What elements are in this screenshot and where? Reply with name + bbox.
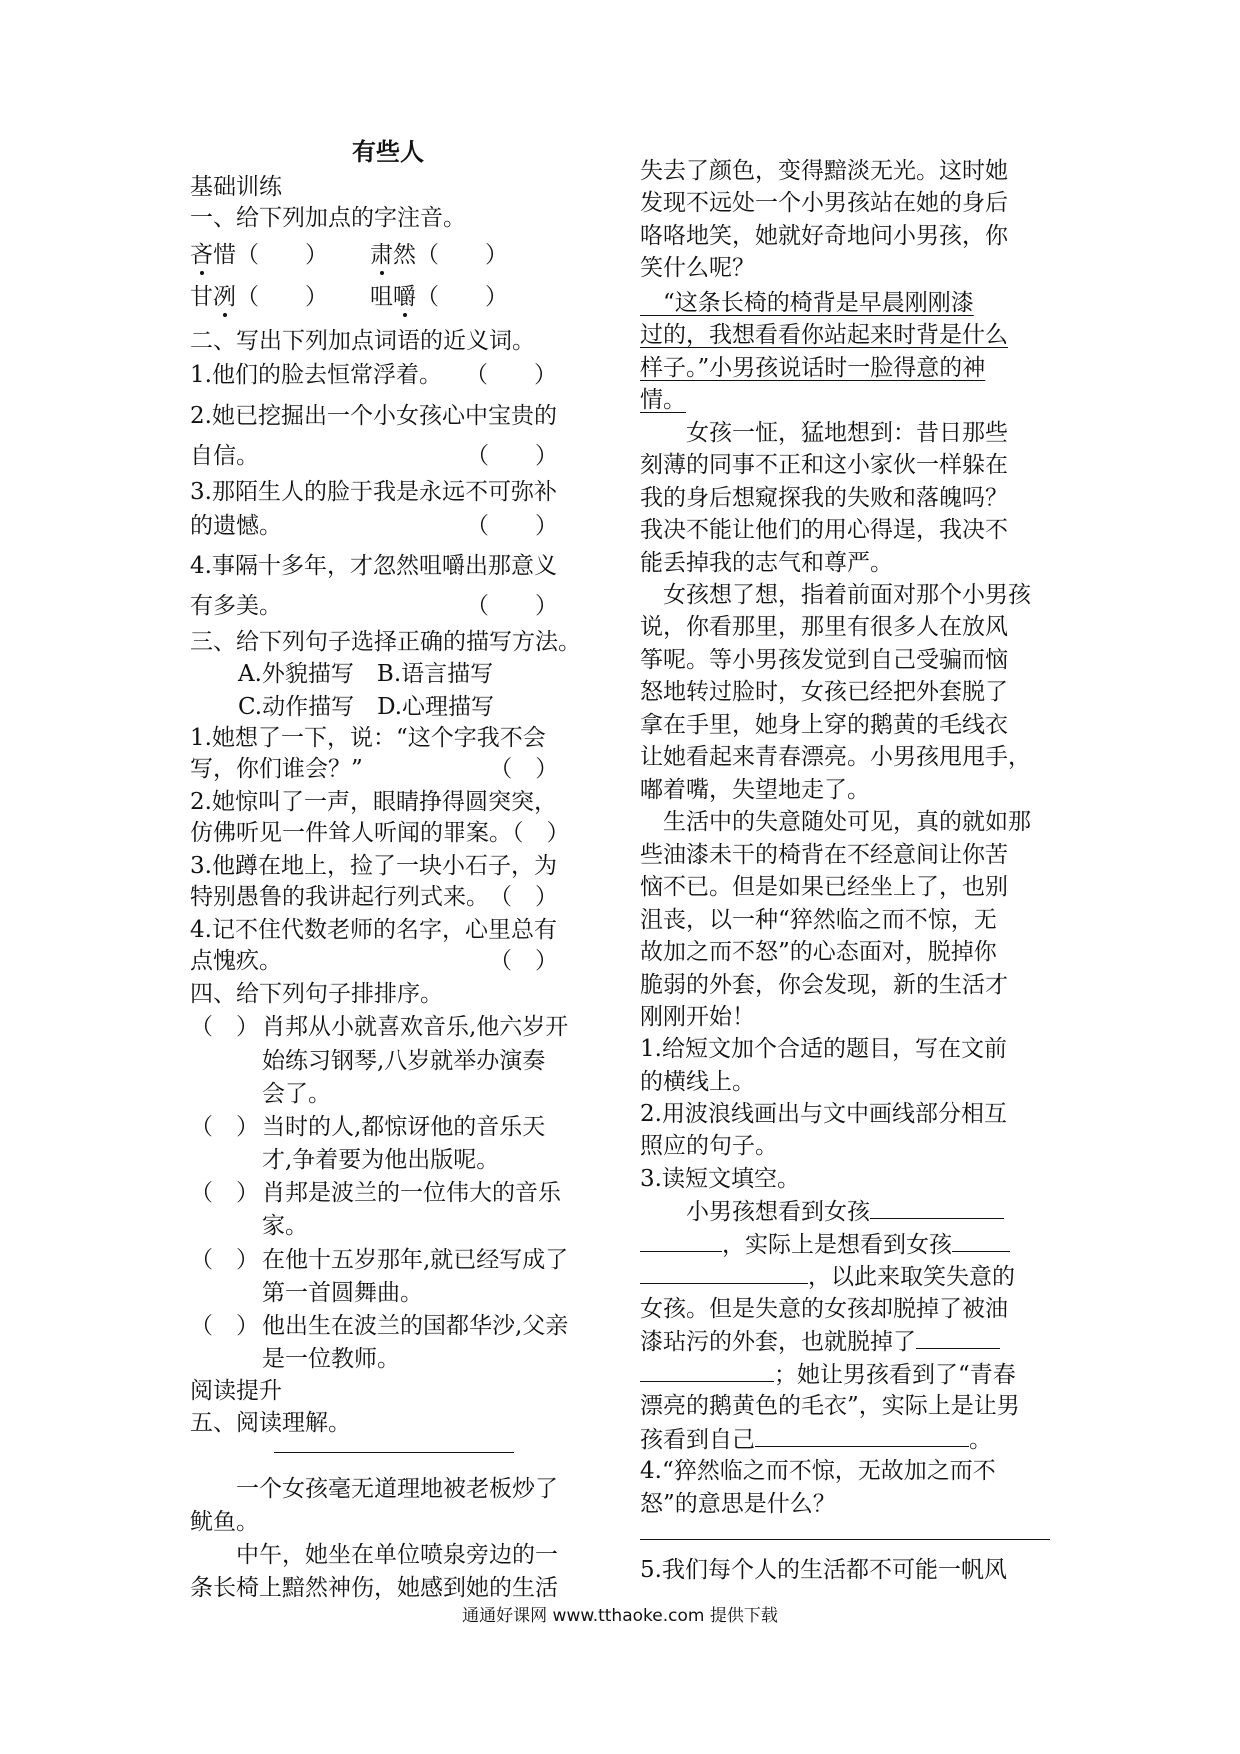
q1-item-2: [370, 240, 508, 270]
passage-line: 我的身后想窥探我的失败和落魄吗？: [640, 485, 1008, 511]
passage-line: 筝呢。等小男孩发觉到自己受骗而恼: [640, 647, 1008, 673]
q2-line: 4.事隔十多年，才忽然咀嚼出那意义: [190, 553, 557, 579]
q2-heading: 二、写出下列加点词语的近义词。: [190, 328, 535, 354]
q4-bracket: （ ）: [190, 1180, 259, 1206]
rq1-line: 1.给短文加个合适的题目，写在文前: [640, 1036, 1007, 1062]
q1-word-2: 肃然: [370, 242, 416, 268]
rq4-line: 怒”的意思是什么？: [640, 1491, 836, 1517]
q3-options: C.动作描写 D.心理描写: [238, 694, 495, 720]
underlined-sentence: 情。: [640, 387, 686, 413]
rq3-text: 。: [969, 1427, 992, 1453]
q1-word-4: 咀嚼: [370, 284, 416, 310]
fill-blank[interactable]: [870, 1196, 1004, 1219]
rq3-fill-line: [640, 1196, 1004, 1227]
rq3-text: ，实际上是想看到女孩: [722, 1232, 952, 1258]
fill-blank[interactable]: [640, 1229, 722, 1252]
q2-line: 的遗憾。 （ ）: [190, 513, 558, 539]
passage-line: 故加之而不怒”的心态面对，脱掉你: [640, 939, 997, 965]
passage-line: 让她看起来青春漂亮。小男孩甩甩手，: [640, 744, 1031, 770]
q4-item-line: 会了。: [262, 1081, 331, 1107]
q4-item-line: 第一首圆舞曲。: [262, 1280, 423, 1306]
q1-item-3: [190, 282, 328, 312]
q2-line: 3.那陌生人的脸于我是永远不可弥补: [190, 479, 557, 505]
page-title: 有些人: [352, 137, 424, 166]
rq5-line: 5.我们每个人的生活都不可能一帆风: [640, 1557, 1007, 1583]
rq2-line: 照应的句子。: [640, 1133, 778, 1159]
q4-item-line: 家。: [262, 1213, 308, 1239]
rq3-heading: 3.读短文填空。: [640, 1166, 800, 1192]
q1-blank-3: （ ）: [236, 284, 328, 310]
passage-line: 刻薄的同事不正和这小家伙一样躲在: [640, 452, 1008, 478]
q3-line: 3.他蹲在地上，捡了一块小石子，为: [190, 853, 557, 879]
fill-blank[interactable]: [640, 1359, 774, 1382]
rq3-fill-line: 女孩。但是失意的女孩却脱掉了被油: [640, 1296, 1008, 1322]
passage-line: 说，你看那里，那里有很多人在放风: [640, 614, 1008, 640]
q4-item-line: 始练习钢琴,八岁就举办演奏: [262, 1048, 546, 1074]
q3-line: 2.她惊叫了一声，眼睛挣得圆突突，: [190, 789, 557, 815]
rq3-text: 漆玷污的外套，也就脱掉了: [640, 1329, 916, 1355]
q1-item-4: [370, 282, 508, 312]
q1-heading: 一、给下列加点的字注音。: [190, 205, 466, 231]
q4-item-line: 肖邦从小就喜欢音乐,他六岁开: [262, 1014, 569, 1040]
underlined-sentence: 样子。”小男孩说话时一脸得意的神: [640, 355, 986, 381]
passage-line: 我决不能让他们的用心得逞，我决不: [640, 517, 1008, 543]
rq3-fill-line: [640, 1424, 992, 1455]
q4-item-line: 肖邦是波兰的一位伟大的音乐: [262, 1180, 561, 1206]
q4-item-line: 是一位教师。: [262, 1346, 400, 1372]
q4-item-line: 在他十五岁那年,就已经写成了: [262, 1247, 569, 1273]
passage-line: 些油漆未干的椅背在不经意间让你苦: [640, 842, 1008, 868]
passage-line: 脆弱的外套，你会发现，新的生活才: [640, 972, 1008, 998]
passage-line: 咯咯地笑，她就好奇地问小男孩，你: [640, 223, 1008, 249]
passage-line: 条长椅上黯然神伤，她感到她的生活: [190, 1575, 558, 1601]
q1-blank-2: （ ）: [416, 242, 508, 268]
q4-item-line: 他出生在波兰的国都华沙,父亲: [262, 1313, 569, 1339]
q2-line: 2.她已挖掘出一个小女孩心中宝贵的: [190, 403, 557, 429]
section-reading: 阅读提升: [190, 1378, 282, 1404]
footer-credit: 通通好课网 www.tthaoke.com 提供下载: [462, 1606, 778, 1626]
passage-line: 笑什么呢？: [640, 255, 755, 281]
fill-blank[interactable]: [755, 1424, 969, 1447]
q3-line: 4.记不住代数老师的名字，心里总有: [190, 917, 557, 943]
q1-blank-4: （ ）: [416, 284, 508, 310]
q4-bracket: （ ）: [190, 1247, 259, 1273]
passage-line: 发现不远处一个小男孩站在她的身后: [640, 190, 1008, 216]
rq3-fill-line: 漂亮的鹅黄色的毛衣”，实际上是让男: [640, 1393, 1020, 1419]
passage-line: 刚刚开始！: [640, 1004, 755, 1030]
passage-line: 沮丧，以一种“猝然临之而不惊，无: [640, 907, 997, 933]
q4-item-line: 当时的人,都惊讶他的音乐天: [262, 1114, 546, 1140]
rq1-line: 的横线上。: [640, 1069, 755, 1095]
passage-line: 女孩一怔，猛地想到：昔日那些: [640, 420, 1008, 446]
passage-line: 能丢掉我的志气和尊严。: [640, 550, 893, 576]
rq4-line: 4.“猝然临之而不惊，无故加之而不: [640, 1458, 996, 1484]
passage-line: 生活中的失意随处可见，真的就如那: [640, 809, 1031, 835]
passage-line: 拿在手里，她身上穿的鹅黄的毛线衣: [640, 712, 1008, 738]
q4-bracket: （ ）: [190, 1114, 259, 1140]
q5-heading: 五、阅读理解。: [190, 1410, 351, 1436]
rq3-text: ；她让男孩看到了“青春: [774, 1362, 1016, 1388]
q3-line: 写，你们谁会？” （ ）: [190, 756, 559, 782]
title-blank-line: [274, 1452, 514, 1453]
q3-line: 特别愚鲁的我讲起行列式来。 （ ）: [190, 884, 558, 910]
rq3-text: 小男孩想看到女孩: [640, 1199, 870, 1225]
fill-blank[interactable]: [640, 1261, 808, 1284]
q3-line: 1.她想了一下，说：“这个字我不会: [190, 725, 546, 751]
rq3-fill-line: [640, 1261, 1015, 1292]
q1-blank-1: （ ）: [236, 242, 328, 268]
underlined-sentence: “这条长椅的椅背是早晨刚刚漆: [640, 290, 974, 316]
q3-line: 点愧疚。 （ ）: [190, 948, 558, 974]
passage-line: 怒地转过脸时，女孩已经把外套脱了: [640, 679, 1008, 705]
rq3-text: ，以此来取笑失意的: [808, 1264, 1015, 1290]
q3-line: 仿佛听见一件耸人听闻的罪案。（ ）: [190, 820, 570, 846]
fill-blank[interactable]: [952, 1229, 1010, 1252]
q1-item-1: [190, 240, 328, 270]
q4-heading: 四、给下列句子排排序。: [190, 981, 443, 1007]
passage-line: 恼不已。但是如果已经坐上了，也别: [640, 874, 1008, 900]
q2-line: 有多美。 （ ）: [190, 593, 558, 619]
q3-options: A.外貌描写 B.语言描写: [238, 661, 494, 687]
q3-heading: 三、给下列句子选择正确的描写方法。: [190, 629, 581, 655]
rq3-fill-line: [640, 1326, 1000, 1357]
q4-bracket: （ ）: [190, 1014, 259, 1040]
passage-line: 一个女孩毫无道理地被老板炒了: [190, 1476, 558, 1502]
answer-line[interactable]: [640, 1539, 1050, 1540]
section-basic-training: 基础训练: [190, 174, 282, 200]
q4-bracket: （ ）: [190, 1313, 259, 1339]
q4-item-line: 才,争着要为他出版呢。: [262, 1147, 500, 1173]
q1-word-3: 甘冽: [190, 284, 236, 310]
underlined-sentence: 过的，我想看看你站起来时背是什么: [640, 322, 1008, 348]
passage-line: 女孩想了想，指着前面对那个小男孩: [640, 582, 1031, 608]
rq3-fill-line: [640, 1359, 1016, 1390]
fill-blank[interactable]: [916, 1326, 1000, 1349]
rq2-line: 2.用波浪线画出与文中画线部分相互: [640, 1101, 1007, 1127]
passage-line: 鱿鱼。: [190, 1509, 259, 1535]
rq3-text: 孩看到自己: [640, 1427, 755, 1453]
q1-word-1: 吝惜: [190, 242, 236, 268]
passage-line: 中午，她坐在单位喷泉旁边的一: [190, 1542, 558, 1568]
rq3-fill-line: [640, 1229, 1010, 1260]
passage-line: 嘟着嘴，失望地走了。: [640, 777, 870, 803]
q2-line: 1.他们的脸去恒常浮着。 （ ）: [190, 362, 557, 388]
q2-line: 自信。 （ ）: [190, 443, 558, 469]
passage-line: 失去了颜色，变得黯淡无光。这时她: [640, 158, 1008, 184]
